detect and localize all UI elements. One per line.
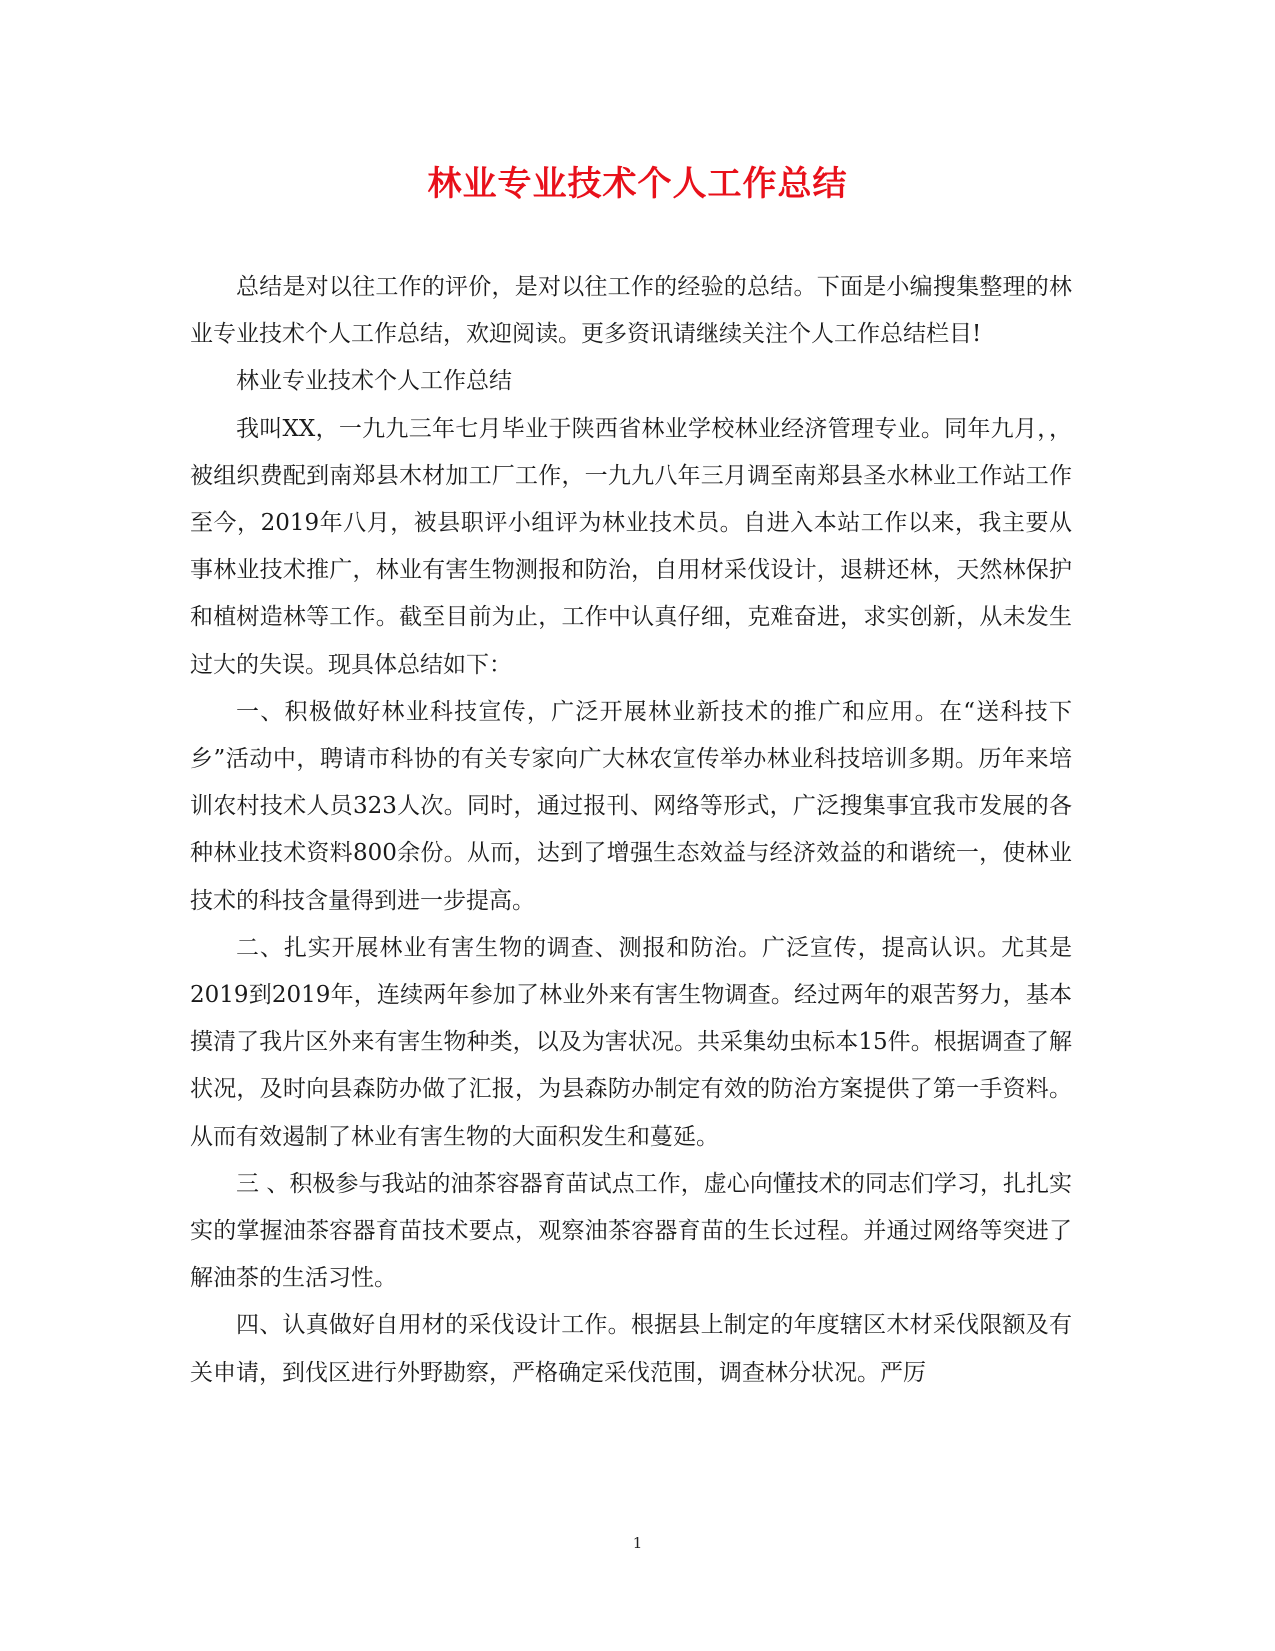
paragraph-section-2: 二、扎实开展林业有害生物的调查、测报和防治。广泛宣传，提高认识。尤其是2019到2019年，连续两年参加了林业外来有害生物调查。经过两年的艰苦努力，基本摸清了我片区外来有害生物种类，以及为害状况。共采集幼虫标本15件。根据调查了解状况，及时向县森防办做了汇报，为县森防办制定有效的防治方案提供了第一手资料。从而有效遏制了林业有害生物的大面积发生和蔓延。 bbox=[190, 934, 1072, 1150]
paragraph-section-1: 一、积极做好林业科技宣传，广泛开展林业新技术的推广和应用。在“送科技下乡”活动中，聘请市科协的有关专家向广大林农宣传举办林业科技培训多期。历年来培训农村技术人员323人次。同时，通过报刊、网络等形式，广泛搜集事宜我市发展的各种林业技术资料800余份。从而，达到了增强生态效益与经济效益的和谐统一，使林业技术的科技含量得到进一步提高。 bbox=[190, 698, 1072, 914]
paragraph-background: 我叫XX，一九九三年七月毕业于陕西省林业学校林业经济管理专业。同年九月，，被组织费配到南郑县木材加工厂工作，一九九八年三月调至南郑县圣水林业工作站工作至今，2019年八月，被县职评小组评为林业技术员。自进入本站工作以来，我主要从事林业技术推广，林业有害生物测报和防治，自用材采伐设计，退耕还林，天然林保护和植树造林等工作。截至目前为止，工作中认真仔细，克难奋进，求实创新，从未发生过大的失误。现具体总结如下： bbox=[190, 415, 1072, 678]
paragraph-subtitle: 林业专业技术个人工作总结 bbox=[236, 368, 512, 395]
document-body bbox=[190, 264, 1072, 1397]
paragraph-section-4: 四、认真做好自用材的采伐设计工作。根据县上制定的年度辖区木材采伐限额及有关申请，到伐区进行外野勘察，严格确定采伐范围，调查林分状况。严厉 bbox=[190, 1312, 1072, 1386]
paragraph-intro: 总结是对以往工作的评价，是对以往工作的经验的总结。下面是小编搜集整理的林业专业技术个人工作总结，欢迎阅读。更多资讯请继续关注个人工作总结栏目! bbox=[190, 274, 1072, 348]
paragraph-section-3: 三 、积极参与我站的油茶容器育苗试点工作，虚心向懂技术的同志们学习，扎扎实实的掌握油茶容器育苗技术要点，观察油茶容器育苗的生长过程。并通过网络等突进了解油茶的生活习性。 bbox=[190, 1170, 1072, 1292]
page-number: 1 bbox=[632, 1534, 643, 1552]
document-title: 林业专业技术个人工作总结 bbox=[427, 164, 848, 204]
